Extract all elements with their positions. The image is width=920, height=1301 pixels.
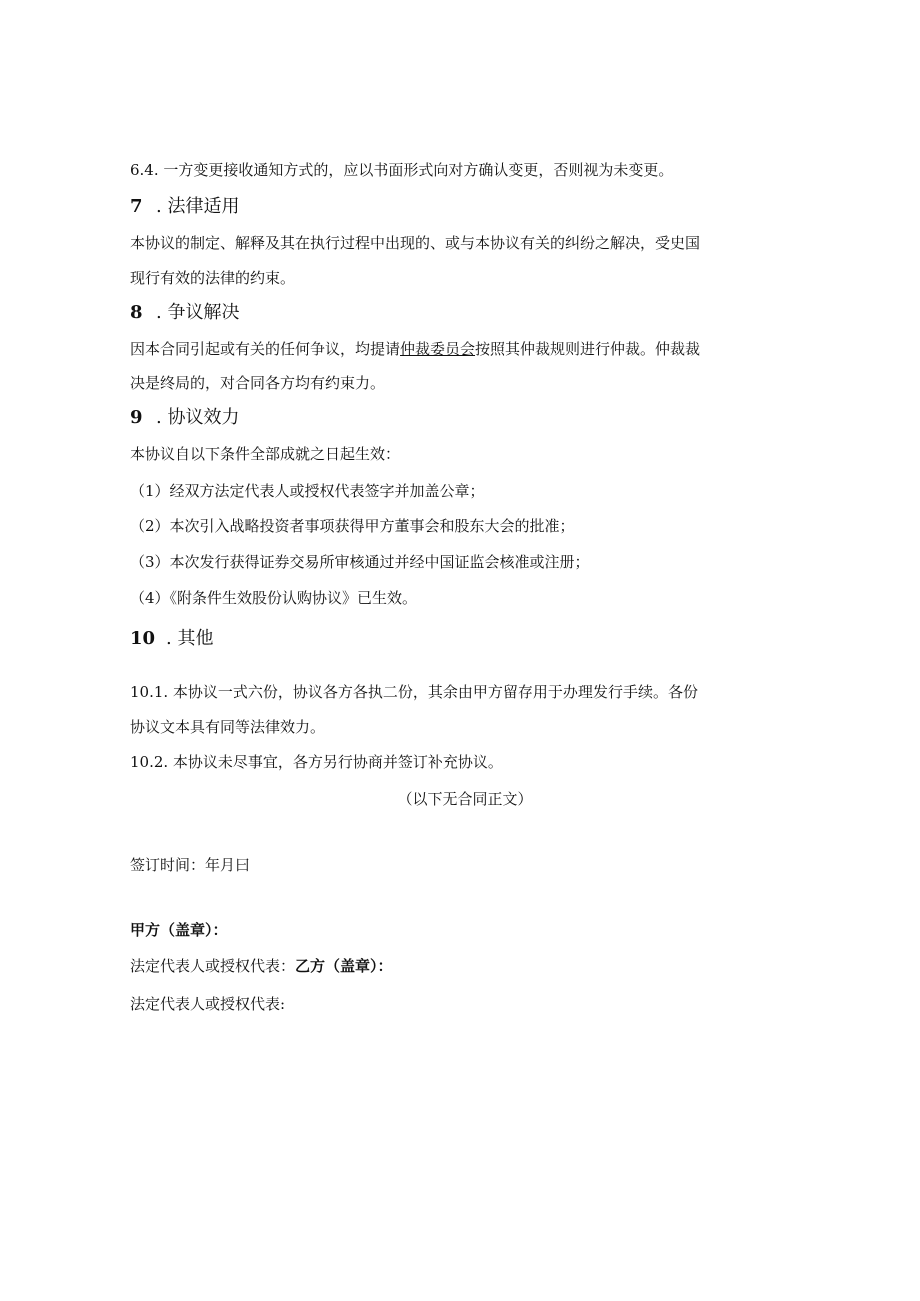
clause-10-2: 10.2. 本协议未尽事宜，各方另行协商并签订补充协议。 [130, 753, 503, 771]
section-7-paragraph-line-1: 本协议的制定、解释及其在执行过程中出现的、或与本协议有关的纠纷之解决，受史国 [130, 234, 701, 252]
signing-time: 签订时间：年月曰 [130, 856, 251, 874]
section-7-paragraph-line-2: 现行有效的法律的约束。 [130, 269, 296, 287]
section-8-number: 8 [130, 302, 143, 323]
section-9-heading [130, 405, 239, 431]
section-10-number: 10 [130, 628, 156, 649]
condition-2: （2）本次引入战略投资者事项获得甲方董事会和股东大会的批准； [130, 517, 575, 535]
section-9-title: . 协议效力 [156, 407, 240, 428]
section-8-title: . 争议解决 [156, 302, 240, 323]
section-8-text-pre: 因本合同引起或有关的任何争议，均提请 [130, 340, 401, 358]
section-8-text-post: 按照其仲裁规则进行仲裁。仲裁裁 [475, 340, 701, 358]
section-9-number: 9 [130, 407, 143, 428]
clause-10-1-line-2: 协议文本具有同等法律效力。 [130, 718, 326, 736]
condition-3: （3）本次发行获得证券交易所审核通过并经中国证监会核准或注册； [130, 553, 590, 571]
section-8-paragraph-line-2: 决是终局的，对合同各方均有约束力。 [130, 374, 386, 392]
section-7-heading [130, 194, 239, 220]
party-a-representative-line [130, 955, 800, 977]
party-b-seal: 乙方（盖章）： [295, 957, 393, 975]
party-a-representative: 法定代表人或授权代表： [130, 957, 296, 975]
party-a-seal: 甲方（盖章）： [130, 921, 228, 939]
section-8-heading [130, 300, 239, 326]
section-10-title: . 其他 [166, 628, 214, 649]
section-7-number: 7 [130, 196, 143, 217]
arbitration-committee-link: 仲裁委员会 [400, 340, 476, 358]
clause-6-4: 6.4. 一方变更接收通知方式的，应以书面形式向对方确认变更，否则视为未变更。 [130, 161, 674, 179]
end-of-contract-note: （以下无合同正文） [397, 790, 533, 808]
section-7-title: . 法律适用 [156, 196, 240, 217]
party-b-representative: 法定代表人或授权代表: [130, 995, 286, 1013]
clause-10-1-line-1: 10.1. 本协议一式六份，协议各方各执二份，其余由甲方留存用于办理发行手续。各份 [130, 683, 698, 701]
condition-4: （4）《附条件生效股份认购协议》已生效。 [130, 589, 418, 607]
condition-1: （1）经双方法定代表人或授权代表签字并加盖公章； [130, 482, 485, 500]
section-10-heading [130, 626, 213, 652]
section-9-intro: 本协议自以下条件全部成就之日起生效： [130, 445, 401, 463]
section-8-paragraph-line-1 [130, 338, 800, 360]
